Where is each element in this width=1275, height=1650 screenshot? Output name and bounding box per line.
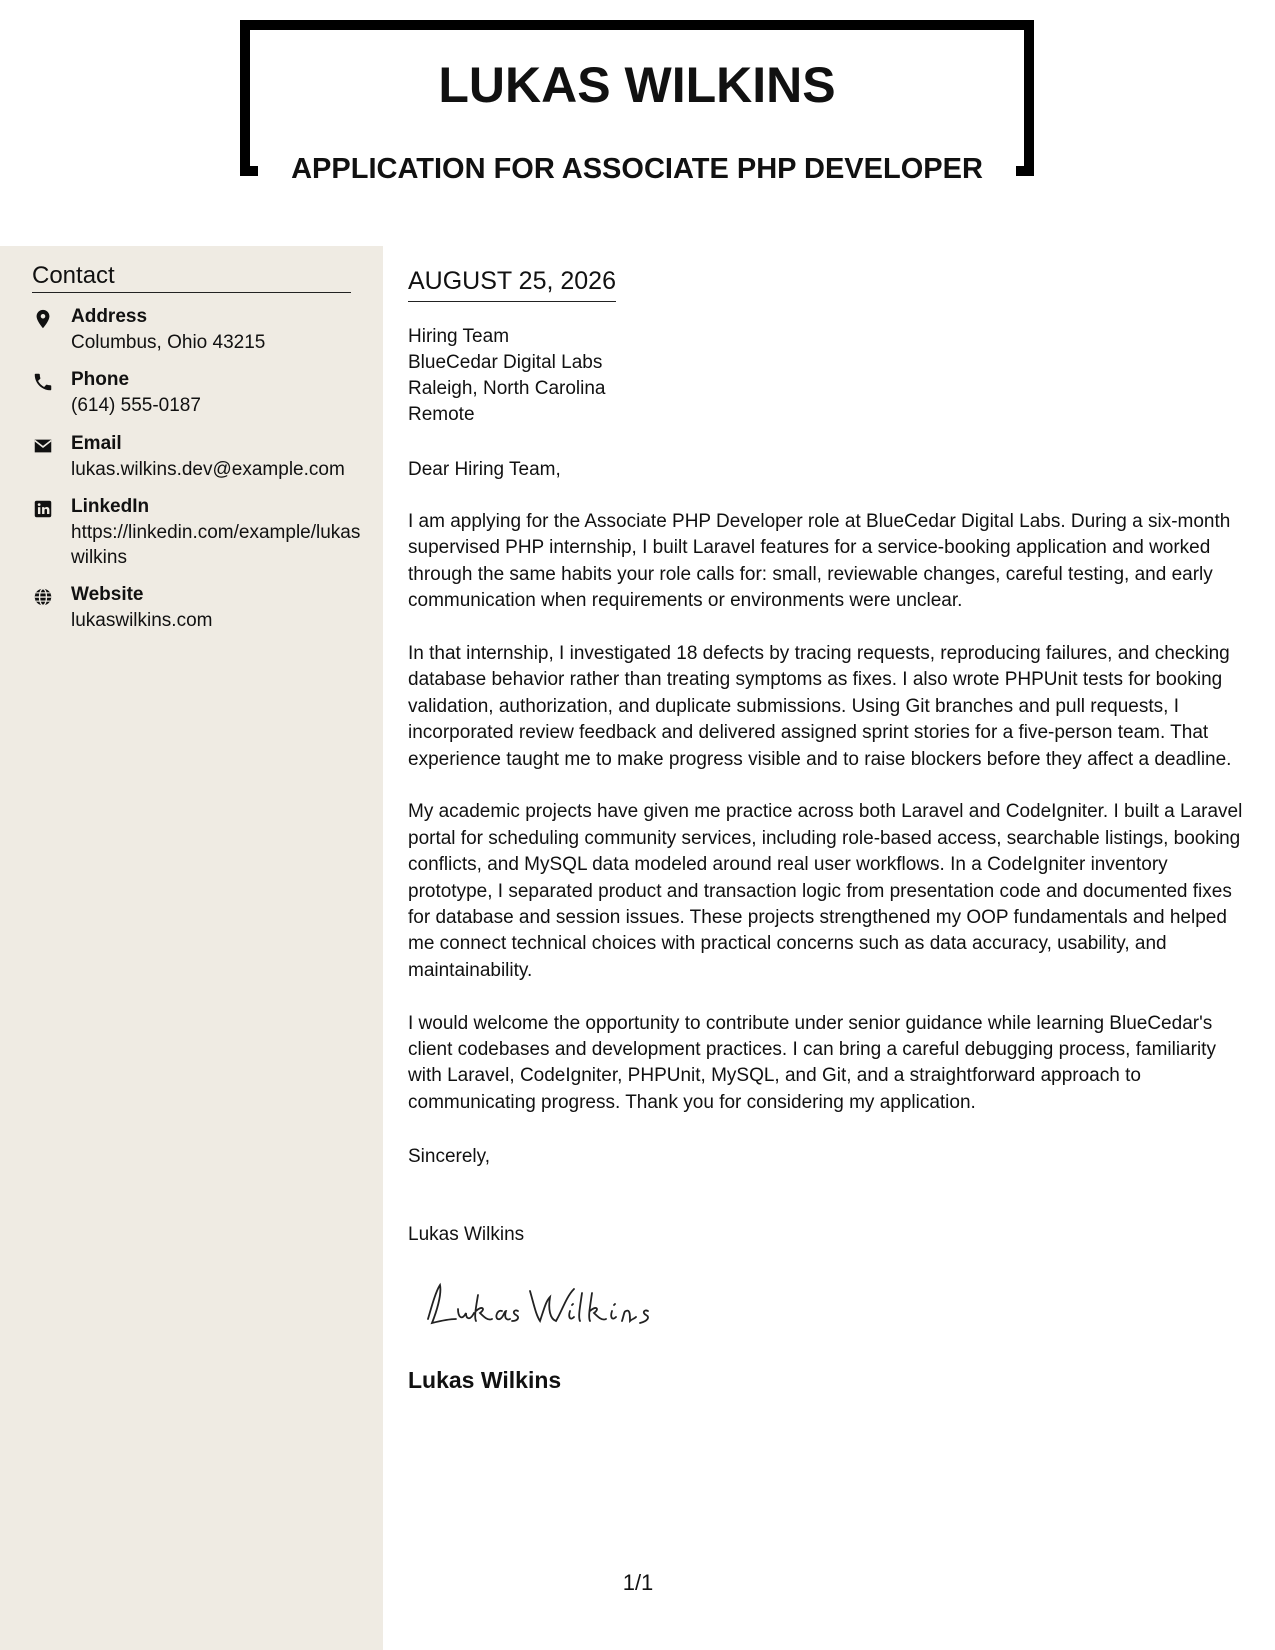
recipient-line: BlueCedar Digital Labs	[408, 352, 603, 373]
contact-label: Address	[71, 306, 148, 327]
contact-value: https://linkedin.com/example/lukaswilkins	[71, 522, 361, 568]
frame-top-bar	[240, 20, 1034, 30]
salutation: Dear Hiring Team,	[408, 459, 561, 480]
body-paragraph: In that internship, I investigated 18 defects by tracing requests, reproducing failures, and checking database behavior rather than treating symptoms as fixes. I also wrote PHPUnit tests for booking validation, authorization, and duplicate submissions. Using Git branches and pull requests, I incorporated review feedback and delivered assigned sprint stories for a five-person team. That experience taught me to make progress visible and to raise blockers before they affect a deadline.	[408, 643, 1232, 770]
contact-value: lukaswilkins.com	[71, 610, 213, 631]
recipient-block	[408, 324, 606, 428]
linkedin-icon	[32, 498, 54, 520]
contact-label: LinkedIn	[71, 496, 150, 517]
applicant-name: LUKAS WILKINS	[438, 57, 836, 113]
phone-icon	[32, 371, 54, 393]
globe-icon	[32, 586, 54, 608]
contact-value: lukas.wilkins.dev@example.com	[71, 459, 345, 480]
letter-date: AUGUST 25, 2026	[408, 266, 616, 302]
contact-value: Columbus, Ohio 43215	[71, 332, 266, 353]
body-paragraph: I am applying for the Associate PHP Developer role at BlueCedar Digital Labs. During a six-month supervised PHP internship, I built Laravel features for a service-booking application and worked through the same habits your role calls for: small, reviewable changes, careful testing, and early communication when requirements or environments were unclear.	[408, 511, 1231, 612]
contact-value: (614) 555-0187	[71, 395, 201, 416]
recipient-line: Raleigh, North Carolina	[408, 378, 606, 399]
body-paragraph: My academic projects have given me practice across both Laravel and CodeIgniter. I built a Laravel portal for scheduling community services, including role-based access, searchable listings, booking conflicts, and MySQL data modeled around real user workflows. In a CodeIgniter inventory prototype, I separated product and transaction logic from presentation code and documented fixes for database and session issues. These projects strengthened my OOP fundamentals and helped me connect technical choices with practical concerns such as data accuracy, usability, and maintainability.	[408, 801, 1243, 981]
recipient-line: Remote	[408, 404, 475, 425]
handwritten-signature	[418, 1275, 658, 1335]
contact-heading: Contact	[32, 262, 351, 293]
map-pin-icon	[32, 308, 54, 330]
signature-name: Lukas Wilkins	[408, 1367, 562, 1393]
recipient-line: Hiring Team	[408, 326, 510, 347]
body-paragraph: I would welcome the opportunity to contribute under senior guidance while learning BlueCedar's client codebases and development practices. I can bring a careful debugging process, familiarity with Laravel, CodeIgniter, PHPUnit, MySQL, and Git, and a straightforward approach to communicating progress. Thank you for considering my application.	[408, 1012, 1216, 1113]
application-title: APPLICATION FOR ASSOCIATE PHP DEVELOPER	[291, 153, 983, 185]
letter-body	[408, 509, 1250, 1143]
envelope-icon	[32, 435, 54, 457]
closing: Sincerely,	[408, 1146, 491, 1167]
page-number: 1/1	[622, 1570, 654, 1595]
contact-label: Phone	[71, 369, 130, 390]
contact-label: Email	[71, 433, 122, 454]
contact-label: Website	[71, 584, 144, 605]
typed-name: Lukas Wilkins	[408, 1224, 525, 1245]
